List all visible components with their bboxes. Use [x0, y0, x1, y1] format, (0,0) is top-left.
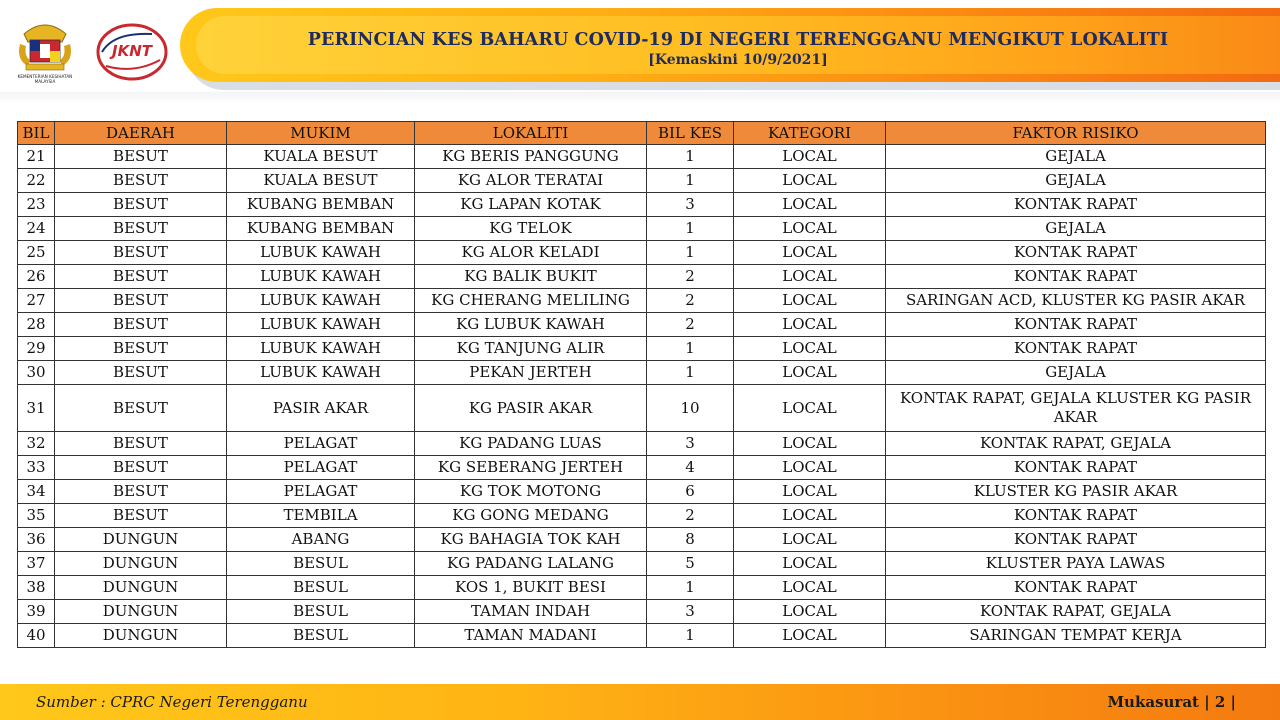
page-title: PERINCIAN KES BAHARU COVID-19 DI NEGERI TERENGGANU MENGIKUT LOKALITI	[307, 30, 1169, 50]
cell-kategori: LOCAL	[734, 145, 886, 169]
column-header: LOKALITI	[415, 122, 647, 145]
cell-daerah: DUNGUN	[55, 600, 227, 624]
cell-mukim: LUBUK KAWAH	[227, 361, 415, 385]
cell-bil: 28	[18, 313, 55, 337]
cell-daerah: BESUT	[55, 289, 227, 313]
cases-table	[17, 121, 1266, 648]
cell-faktor-risiko: GEJALA	[886, 217, 1266, 241]
cell-mukim: LUBUK KAWAH	[227, 289, 415, 313]
cell-bil: 31	[18, 385, 55, 432]
page-subtitle: [Kemaskini 10/9/2021]	[648, 52, 828, 68]
table-row	[18, 265, 1266, 289]
crest-caption-2: MALAYSIA	[34, 79, 56, 84]
cell-bil-kes: 6	[647, 480, 734, 504]
cell-lokaliti: KG BAHAGIA TOK KAH	[415, 528, 647, 552]
cell-bil-kes: 8	[647, 528, 734, 552]
cell-kategori: LOCAL	[734, 504, 886, 528]
cell-lokaliti: KG ALOR KELADI	[415, 241, 647, 265]
footer-source: Sumber : CPRC Negeri Terengganu	[36, 693, 308, 711]
cell-bil: 23	[18, 193, 55, 217]
cell-faktor-risiko: GEJALA	[886, 145, 1266, 169]
table-row	[18, 576, 1266, 600]
cell-mukim: KUALA BESUT	[227, 169, 415, 193]
cell-mukim: BESUL	[227, 552, 415, 576]
cell-bil: 38	[18, 576, 55, 600]
column-header: DAERAH	[55, 122, 227, 145]
crest-caption-1: KEMENTERIAN KESIHATAN	[17, 74, 73, 79]
cell-daerah: BESUT	[55, 217, 227, 241]
cell-faktor-risiko: KONTAK RAPAT	[886, 265, 1266, 289]
cell-lokaliti: KG LAPAN KOTAK	[415, 193, 647, 217]
cell-lokaliti: TAMAN MADANI	[415, 624, 647, 648]
cell-mukim: TEMBILA	[227, 504, 415, 528]
table-row	[18, 217, 1266, 241]
cell-faktor-risiko: KONTAK RAPAT	[886, 241, 1266, 265]
cell-bil: 24	[18, 217, 55, 241]
table-row	[18, 385, 1266, 432]
cell-mukim: LUBUK KAWAH	[227, 313, 415, 337]
cell-bil-kes: 1	[647, 241, 734, 265]
table-row	[18, 145, 1266, 169]
cell-lokaliti: KG PADANG LUAS	[415, 432, 647, 456]
cell-bil-kes: 10	[647, 385, 734, 432]
cell-bil-kes: 1	[647, 169, 734, 193]
table-header-row	[18, 122, 1266, 145]
cell-bil: 30	[18, 361, 55, 385]
header-divider	[0, 92, 1280, 104]
cell-daerah: BESUT	[55, 241, 227, 265]
table-body	[18, 145, 1266, 648]
cell-lokaliti: KOS 1, BUKIT BESI	[415, 576, 647, 600]
cell-daerah: DUNGUN	[55, 576, 227, 600]
cell-kategori: LOCAL	[734, 456, 886, 480]
cell-bil: 22	[18, 169, 55, 193]
cell-faktor-risiko: KLUSTER KG PASIR AKAR	[886, 480, 1266, 504]
cell-daerah: BESUT	[55, 361, 227, 385]
cell-daerah: DUNGUN	[55, 624, 227, 648]
cell-bil: 37	[18, 552, 55, 576]
cell-mukim: PASIR AKAR	[227, 385, 415, 432]
cell-kategori: LOCAL	[734, 600, 886, 624]
cell-daerah: BESUT	[55, 265, 227, 289]
table-row	[18, 193, 1266, 217]
table-row	[18, 528, 1266, 552]
table-row	[18, 432, 1266, 456]
cell-lokaliti: KG BERIS PANGGUNG	[415, 145, 647, 169]
cell-daerah: BESUT	[55, 480, 227, 504]
table-row	[18, 552, 1266, 576]
table-row	[18, 504, 1266, 528]
cell-bil-kes: 1	[647, 361, 734, 385]
cell-mukim: PELAGAT	[227, 480, 415, 504]
cell-lokaliti: KG GONG MEDANG	[415, 504, 647, 528]
cell-kategori: LOCAL	[734, 193, 886, 217]
cell-lokaliti: KG PADANG LALANG	[415, 552, 647, 576]
cell-mukim: LUBUK KAWAH	[227, 241, 415, 265]
cell-faktor-risiko: KONTAK RAPAT	[886, 193, 1266, 217]
cell-faktor-risiko: GEJALA	[886, 361, 1266, 385]
cell-daerah: BESUT	[55, 432, 227, 456]
cell-bil-kes: 3	[647, 600, 734, 624]
table-row	[18, 456, 1266, 480]
cell-mukim: KUALA BESUT	[227, 145, 415, 169]
table-row	[18, 480, 1266, 504]
cell-faktor-risiko: KLUSTER PAYA LAWAS	[886, 552, 1266, 576]
cell-bil-kes: 5	[647, 552, 734, 576]
cell-faktor-risiko: KONTAK RAPAT	[886, 337, 1266, 361]
cell-kategori: LOCAL	[734, 169, 886, 193]
cell-daerah: BESUT	[55, 385, 227, 432]
cell-lokaliti: TAMAN INDAH	[415, 600, 647, 624]
cell-kategori: LOCAL	[734, 624, 886, 648]
cell-bil: 33	[18, 456, 55, 480]
cell-bil: 25	[18, 241, 55, 265]
cell-daerah: BESUT	[55, 145, 227, 169]
cell-kategori: LOCAL	[734, 552, 886, 576]
cell-kategori: LOCAL	[734, 361, 886, 385]
cell-mukim: PELAGAT	[227, 432, 415, 456]
cell-kategori: LOCAL	[734, 265, 886, 289]
table-row	[18, 289, 1266, 313]
cell-lokaliti: PEKAN JERTEH	[415, 361, 647, 385]
cell-lokaliti: KG BALIK BUKIT	[415, 265, 647, 289]
cell-lokaliti: KG PASIR AKAR	[415, 385, 647, 432]
cell-bil-kes: 1	[647, 217, 734, 241]
cell-kategori: LOCAL	[734, 313, 886, 337]
cell-mukim: PELAGAT	[227, 456, 415, 480]
column-header: BIL	[18, 122, 55, 145]
cell-mukim: LUBUK KAWAH	[227, 265, 415, 289]
cell-kategori: LOCAL	[734, 576, 886, 600]
cell-mukim: LUBUK KAWAH	[227, 337, 415, 361]
cell-mukim: ABANG	[227, 528, 415, 552]
cell-bil-kes: 3	[647, 193, 734, 217]
cell-bil: 35	[18, 504, 55, 528]
cell-faktor-risiko: KONTAK RAPAT	[886, 313, 1266, 337]
cell-bil: 21	[18, 145, 55, 169]
cell-kategori: LOCAL	[734, 480, 886, 504]
cell-faktor-risiko: KONTAK RAPAT	[886, 504, 1266, 528]
logos	[10, 18, 170, 88]
cell-bil: 32	[18, 432, 55, 456]
table-row	[18, 624, 1266, 648]
cell-daerah: BESUT	[55, 504, 227, 528]
cell-bil: 39	[18, 600, 55, 624]
cell-daerah: BESUT	[55, 337, 227, 361]
cell-faktor-risiko: KONTAK RAPAT, GEJALA KLUSTER KG PASIR AKAR	[886, 385, 1266, 432]
cell-lokaliti: KG CHERANG MELILING	[415, 289, 647, 313]
cell-faktor-risiko: SARINGAN ACD, KLUSTER KG PASIR AKAR	[886, 289, 1266, 313]
table-row	[18, 361, 1266, 385]
cell-bil-kes: 1	[647, 624, 734, 648]
cell-bil: 34	[18, 480, 55, 504]
column-header: FAKTOR RISIKO	[886, 122, 1266, 145]
cell-daerah: DUNGUN	[55, 528, 227, 552]
cell-kategori: LOCAL	[734, 289, 886, 313]
cell-kategori: LOCAL	[734, 217, 886, 241]
cell-lokaliti: KG TOK MOTONG	[415, 480, 647, 504]
table-row	[18, 241, 1266, 265]
cell-mukim: KUBANG BEMBAN	[227, 193, 415, 217]
cell-faktor-risiko: GEJALA	[886, 169, 1266, 193]
cell-bil: 36	[18, 528, 55, 552]
jknt-logo-text: JKNT	[112, 42, 152, 60]
cell-bil: 29	[18, 337, 55, 361]
cell-kategori: LOCAL	[734, 337, 886, 361]
cell-daerah: BESUT	[55, 193, 227, 217]
cell-mukim: KUBANG BEMBAN	[227, 217, 415, 241]
cell-faktor-risiko: SARINGAN TEMPAT KERJA	[886, 624, 1266, 648]
cell-kategori: LOCAL	[734, 241, 886, 265]
cell-lokaliti: KG LUBUK KAWAH	[415, 313, 647, 337]
cell-bil-kes: 1	[647, 145, 734, 169]
cell-bil-kes: 1	[647, 576, 734, 600]
column-header: BIL KES	[647, 122, 734, 145]
cell-faktor-risiko: KONTAK RAPAT, GEJALA	[886, 600, 1266, 624]
cell-faktor-risiko: KONTAK RAPAT	[886, 528, 1266, 552]
cell-lokaliti: KG ALOR TERATAI	[415, 169, 647, 193]
cell-faktor-risiko: KONTAK RAPAT, GEJALA	[886, 432, 1266, 456]
malaysia-crest-icon	[14, 20, 76, 88]
cell-mukim: BESUL	[227, 624, 415, 648]
cell-bil-kes: 2	[647, 289, 734, 313]
cell-kategori: LOCAL	[734, 528, 886, 552]
cell-kategori: LOCAL	[734, 432, 886, 456]
cell-lokaliti: KG TANJUNG ALIR	[415, 337, 647, 361]
cell-bil-kes: 2	[647, 313, 734, 337]
column-header: KATEGORI	[734, 122, 886, 145]
cell-bil: 26	[18, 265, 55, 289]
cell-daerah: BESUT	[55, 313, 227, 337]
cell-mukim: BESUL	[227, 576, 415, 600]
cell-faktor-risiko: KONTAK RAPAT	[886, 456, 1266, 480]
cell-mukim: BESUL	[227, 600, 415, 624]
cell-bil-kes: 1	[647, 337, 734, 361]
table-header	[18, 122, 1266, 145]
table-row	[18, 169, 1266, 193]
cell-bil-kes: 3	[647, 432, 734, 456]
cell-kategori: LOCAL	[734, 385, 886, 432]
cell-daerah: BESUT	[55, 169, 227, 193]
cell-bil: 27	[18, 289, 55, 313]
table-row	[18, 600, 1266, 624]
cell-bil-kes: 2	[647, 265, 734, 289]
cell-bil-kes: 4	[647, 456, 734, 480]
cell-bil: 40	[18, 624, 55, 648]
cell-daerah: DUNGUN	[55, 552, 227, 576]
table-row	[18, 313, 1266, 337]
cell-bil-kes: 2	[647, 504, 734, 528]
page-number: Mukasurat | 2 |	[1107, 693, 1236, 711]
table-row	[18, 337, 1266, 361]
cell-daerah: BESUT	[55, 456, 227, 480]
cell-lokaliti: KG TELOK	[415, 217, 647, 241]
cell-lokaliti: KG SEBERANG JERTEH	[415, 456, 647, 480]
jknt-logo-icon	[94, 22, 170, 82]
cell-faktor-risiko: KONTAK RAPAT	[886, 576, 1266, 600]
column-header: MUKIM	[227, 122, 415, 145]
